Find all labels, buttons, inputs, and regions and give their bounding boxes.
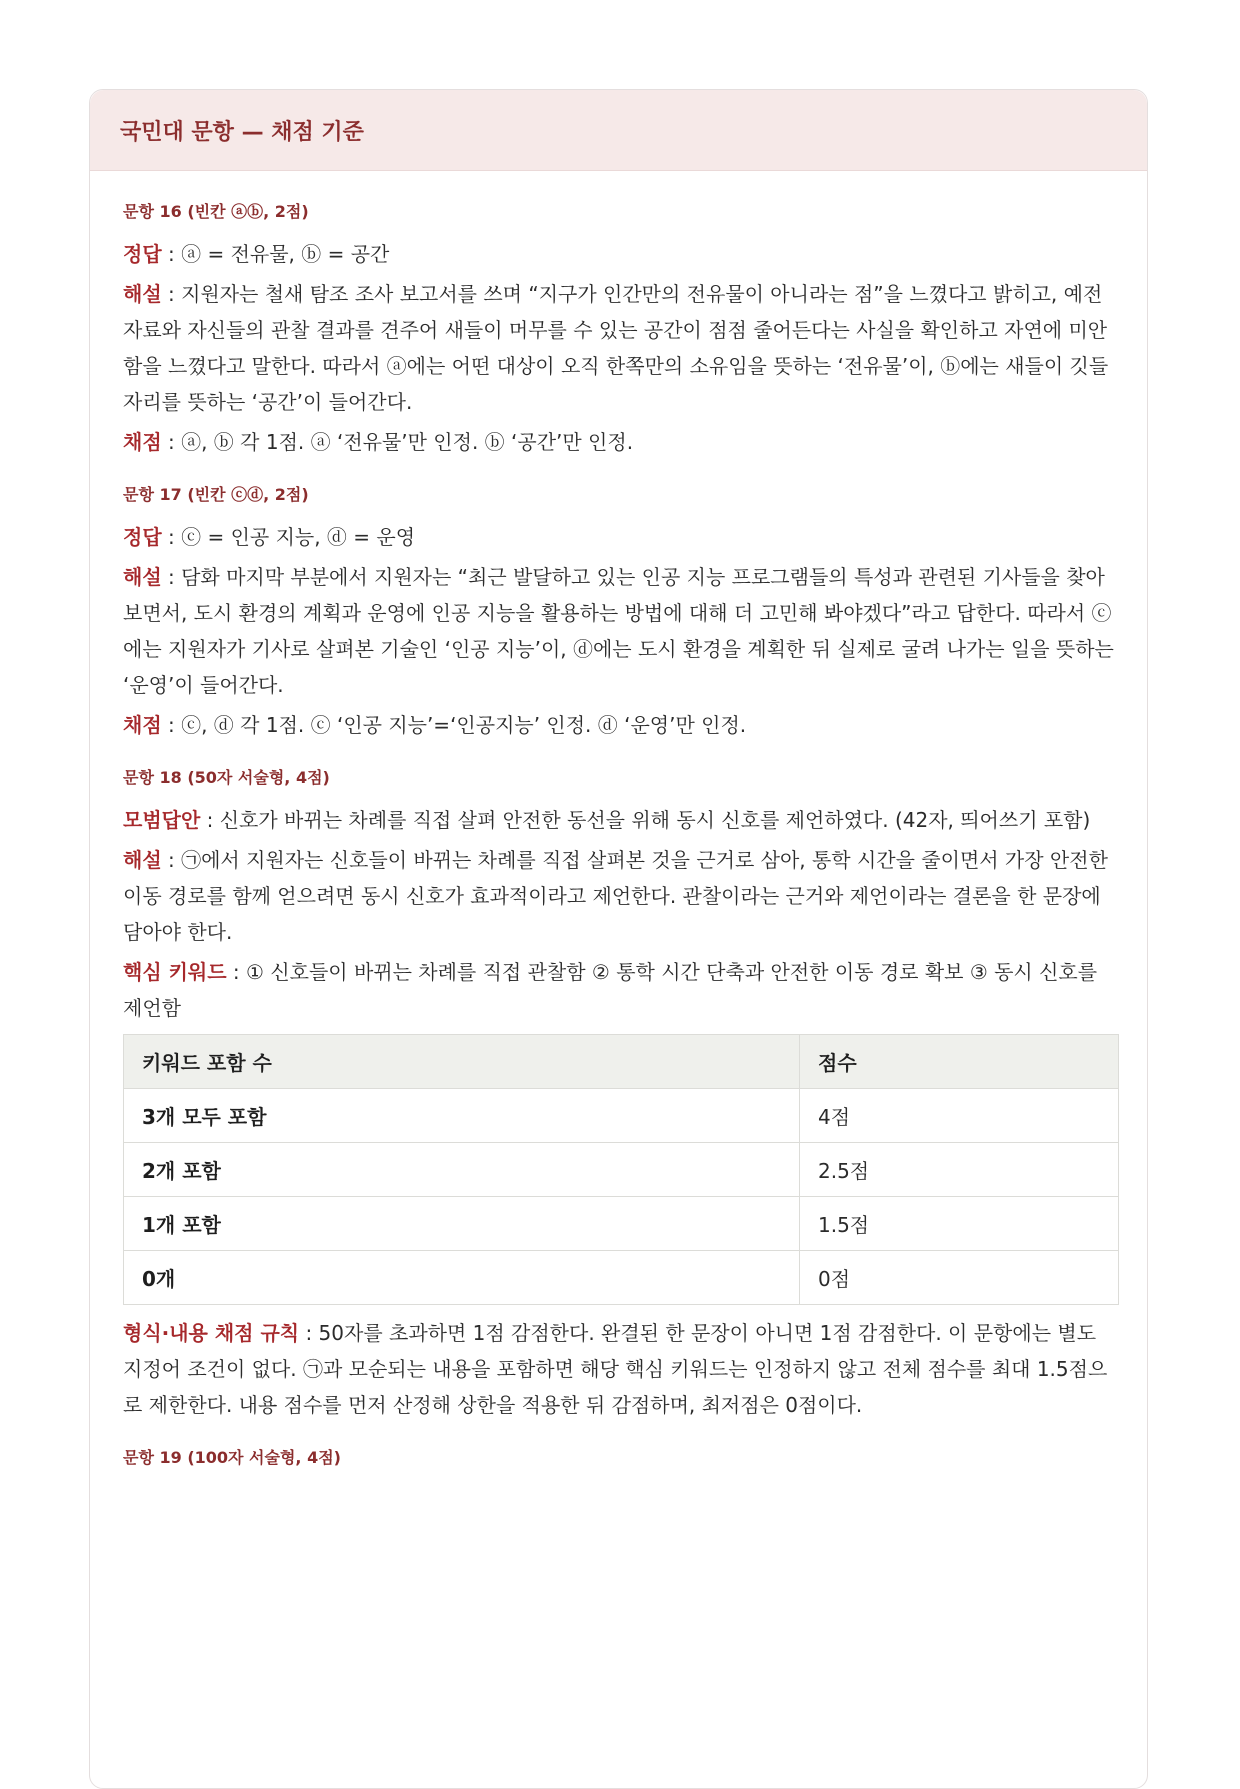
model-answer-label: 모범답안 bbox=[123, 808, 201, 832]
score-table bbox=[123, 1034, 1119, 1305]
table-row bbox=[124, 1251, 1119, 1305]
question-18-heading: 문항 18 (50자 서술형, 4점) bbox=[123, 768, 330, 787]
keyword-count-cell: 1개 포함 bbox=[124, 1197, 800, 1251]
question-16-section bbox=[123, 199, 1114, 460]
column-header-score: 점수 bbox=[800, 1035, 1119, 1089]
q18-rules bbox=[123, 1315, 1114, 1423]
q17-grading bbox=[123, 707, 1114, 743]
separator: : bbox=[200, 808, 220, 832]
table-row bbox=[124, 1197, 1119, 1251]
separator: : bbox=[161, 242, 182, 266]
separator: : bbox=[161, 282, 182, 306]
explanation-label: 해설 bbox=[123, 848, 162, 872]
q16-explanation bbox=[123, 276, 1114, 420]
rules-label: 형식·내용 채점 규칙 bbox=[123, 1321, 300, 1345]
question-19-heading: 문항 19 (100자 서술형, 4점) bbox=[123, 1448, 341, 1467]
q18-model-answer-text: 신호가 바뀌는 차례를 직접 살펴 안전한 동선을 위해 동시 신호를 제언하였다. (42자, 띄어쓰기 포함) bbox=[219, 808, 1091, 832]
q17-answer bbox=[123, 519, 1114, 555]
question-18-section bbox=[123, 765, 1114, 1423]
separator: : bbox=[161, 430, 182, 454]
keyword-count-cell: 2개 포함 bbox=[124, 1143, 800, 1197]
score-cell: 1.5점 bbox=[800, 1197, 1119, 1251]
answer-label: 정답 bbox=[123, 525, 162, 549]
separator: : bbox=[226, 960, 247, 984]
grading-card bbox=[89, 89, 1148, 1789]
question-17-section bbox=[123, 482, 1114, 743]
q16-grading bbox=[123, 424, 1114, 460]
grading-label: 채점 bbox=[123, 430, 162, 454]
separator: : bbox=[161, 525, 182, 549]
answer-label: 정답 bbox=[123, 242, 162, 266]
separator: : bbox=[161, 848, 182, 872]
keywords-label: 핵심 키워드 bbox=[123, 960, 227, 984]
card-body bbox=[90, 171, 1147, 1468]
question-19-section bbox=[123, 1445, 1114, 1468]
separator: : bbox=[161, 565, 182, 589]
q16-explanation-text: 지원자는 철새 탐조 조사 보고서를 쓰며 “지구가 인간만의 전유물이 아니라는 점”을 느꼈다고 밝히고, 예전 자료와 자신들의 관찰 결과를 견주어 새들이 머무를 수 있는 공간이 점점 줄어든다는 사실을 확인하고 자연에 미안함을 느꼈다고 말한다. 따라서 ⓐ에는 어떤 대상이 오직 한쪽만의 소유임을 뜻하는 ‘전유물’이, ⓑ에는 새들이 깃들 자리를 뜻하는 ‘공간’이 들어간다. bbox=[123, 282, 1109, 414]
q18-keywords bbox=[123, 954, 1114, 1026]
explanation-label: 해설 bbox=[123, 565, 162, 589]
card-header bbox=[90, 90, 1147, 171]
q17-explanation-text: 담화 마지막 부분에서 지원자는 “최근 발달하고 있는 인공 지능 프로그램들의 특성과 관련된 기사들을 찾아보면서, 도시 환경의 계획과 운영에 인공 지능을 활용하는 방법에 대해 더 고민해 봐야겠다”라고 답한다. 따라서 ⓒ에는 지원자가 기사로 살펴본 기술인 ‘인공 지능’이, ⓓ에는 도시 환경을 계획한 뒤 실제로 굴려 나가는 일을 뜻하는 ‘운영’이 들어간다. bbox=[123, 565, 1114, 697]
q18-explanation bbox=[123, 842, 1114, 950]
q16-answer bbox=[123, 236, 1114, 272]
column-header-keywords: 키워드 포함 수 bbox=[124, 1035, 800, 1089]
explanation-label: 해설 bbox=[123, 282, 162, 306]
q18-explanation-text: ㉠에서 지원자는 신호들이 바뀌는 차례를 직접 살펴본 것을 근거로 삼아, 통학 시간을 줄이면서 가장 안전한 이동 경로를 함께 얻으려면 동시 신호가 효과적이라고 제언한다. 관찰이라는 근거와 제언이라는 결론을 한 문장에 담아야 한다. bbox=[123, 848, 1108, 944]
grading-label: 채점 bbox=[123, 713, 162, 737]
q16-grading-text: ⓐ, ⓑ 각 1점. ⓐ ‘전유물’만 인정. ⓑ ‘공간’만 인정. bbox=[181, 430, 634, 454]
score-cell: 2.5점 bbox=[800, 1143, 1119, 1197]
question-16-heading: 문항 16 (빈칸 ⓐⓑ, 2점) bbox=[123, 202, 309, 221]
q18-keywords-text: ① 신호들이 바뀌는 차례를 직접 관찰함 ② 통학 시간 단축과 안전한 이동 경로 확보 ③ 동시 신호를 제언함 bbox=[123, 960, 1098, 1020]
q17-grading-text: ⓒ, ⓓ 각 1점. ⓒ ‘인공 지능’=‘인공지능’ 인정. ⓓ ‘운영’만 인정. bbox=[181, 713, 747, 737]
table-row bbox=[124, 1089, 1119, 1143]
keyword-count-cell: 0개 bbox=[124, 1251, 800, 1305]
q16-answer-text: ⓐ = 전유물, ⓑ = 공간 bbox=[181, 242, 390, 266]
q17-explanation bbox=[123, 559, 1114, 703]
q18-rules-text: 50자를 초과하면 1점 감점한다. 완결된 한 문장이 아니면 1점 감점한다. 이 문항에는 별도 지정어 조건이 없다. ㉠과 모순되는 내용을 포함하면 해당 핵심 키워드는 인정하지 않고 전체 점수를 최대 1.5점으로 제한한다. 내용 점수를 먼저 산정해 상한을 적용한 뒤 감점하며, 최저점은 0점이다. bbox=[123, 1321, 1108, 1417]
q17-answer-text: ⓒ = 인공 지능, ⓓ = 운영 bbox=[181, 525, 416, 549]
question-17-heading: 문항 17 (빈칸 ⓒⓓ, 2점) bbox=[123, 485, 309, 504]
separator: : bbox=[161, 713, 182, 737]
table-row bbox=[124, 1143, 1119, 1197]
score-cell: 0점 bbox=[800, 1251, 1119, 1305]
separator: : bbox=[299, 1321, 319, 1345]
table-header-row bbox=[124, 1035, 1119, 1089]
q18-model-answer bbox=[123, 802, 1114, 838]
keyword-count-cell: 3개 모두 포함 bbox=[124, 1089, 800, 1143]
score-cell: 4점 bbox=[800, 1089, 1119, 1143]
page-title: 국민대 문항 — 채점 기준 bbox=[120, 119, 364, 145]
